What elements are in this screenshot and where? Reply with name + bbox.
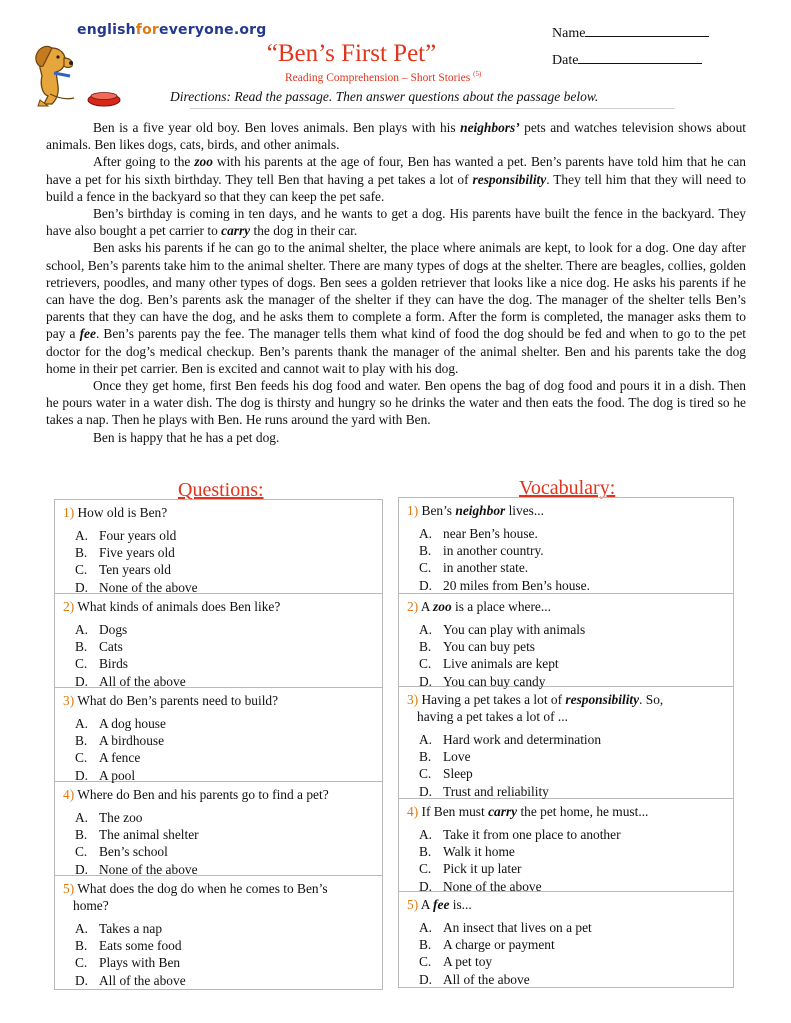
- answer-option[interactable]: [419, 525, 725, 542]
- option-text: Take it from one place to another: [443, 827, 621, 842]
- option-text: Pick it up later: [443, 861, 522, 877]
- worksheet-title: “Ben’s First Pet”: [266, 40, 437, 67]
- passage-paragraph: [46, 153, 746, 205]
- text-run: the dog in their car.: [250, 223, 358, 239]
- vocabulary-keyword: neighbors’: [460, 120, 520, 135]
- answer-option[interactable]: [419, 936, 725, 953]
- vocabulary-question-item: [399, 687, 733, 799]
- question-number: 4): [63, 787, 78, 802]
- vocabulary-question-item: [399, 892, 733, 987]
- answer-options: [63, 715, 374, 784]
- option-letter: C.: [419, 954, 432, 970]
- option-text: All of the above: [443, 971, 530, 987]
- option-letter: D.: [75, 673, 89, 689]
- answer-options: [63, 621, 374, 690]
- vocabulary-question-stem: [407, 896, 725, 913]
- option-letter: C.: [75, 562, 88, 578]
- answer-option[interactable]: [419, 621, 725, 638]
- text-run: the pet home, he must...: [517, 804, 649, 819]
- option-text: Eats some food: [99, 938, 182, 954]
- option-text: Birds: [99, 656, 129, 672]
- vocabulary-question-number: 3): [407, 692, 422, 707]
- answer-option[interactable]: [75, 715, 374, 732]
- answer-options: [63, 809, 374, 878]
- option-text: A pet toy: [443, 954, 493, 970]
- text-run: Once they get home, first Ben feeds his dog food and water. Ben opens the bag of dog food and pours it in a dish. Then he pours water in a water dish. The dog is thirsty and hungry so he drinks the water and then eats the food. The dog is tired so he takes a nap. Then he plays with Ben. He runs around the yard with Ben.: [46, 378, 746, 428]
- vocabulary-question-number: 4): [407, 804, 422, 819]
- option-text: Love: [443, 749, 471, 765]
- option-text: Four years old: [99, 528, 177, 543]
- vocabulary-keyword: neighbor: [455, 503, 506, 518]
- text-run: A: [420, 599, 434, 614]
- answer-option[interactable]: [75, 621, 374, 638]
- vocabulary-question-item: [399, 799, 733, 892]
- text-run: lives...: [505, 503, 544, 518]
- passage-paragraph: [46, 429, 746, 446]
- option-text: You can buy pets: [443, 639, 536, 655]
- option-letter: A.: [75, 716, 89, 731]
- option-letter: A.: [75, 622, 89, 637]
- option-letter: B.: [75, 938, 88, 954]
- text-run: . Ben’s parents pay the fee. The manager tells them what kind of food the dog should be fed and when to go to the pet doctor for the dog’s medical checkup. Ben’s parents thank the manager of the animal shelter. Ben and his parents take the dog home in their pet carrier. Ben is excited and cannot wait to play with his dog.: [46, 326, 746, 376]
- text-run: If Ben must: [421, 804, 489, 819]
- answer-option[interactable]: [419, 655, 725, 672]
- option-letter: D.: [75, 579, 89, 595]
- option-text: None of the above: [443, 878, 542, 894]
- option-letter: B.: [419, 749, 432, 765]
- answer-options: [407, 919, 725, 988]
- question-item: [55, 594, 382, 688]
- answer-option[interactable]: [419, 843, 725, 860]
- option-text: A charge or payment: [443, 937, 555, 953]
- answer-option[interactable]: [75, 732, 374, 749]
- answer-option[interactable]: [75, 826, 374, 843]
- answer-option[interactable]: [75, 638, 374, 655]
- text-run: Where do Ben and his parents go to find a pet?: [77, 787, 329, 802]
- divider: [190, 108, 675, 109]
- reading-passage: [46, 119, 746, 446]
- option-text: Ten years old: [99, 562, 171, 578]
- option-letter: A.: [75, 528, 89, 543]
- answer-option[interactable]: [75, 937, 374, 954]
- text-run: Having a pet takes a lot of: [421, 692, 566, 707]
- option-letter: D.: [75, 767, 89, 783]
- text-run: A: [420, 897, 434, 912]
- text-run: Ben is a five year old boy. Ben loves animals. Ben plays with his: [93, 120, 461, 135]
- option-letter: D.: [419, 783, 433, 799]
- vocabulary-question-number: 5): [407, 897, 421, 912]
- option-letter: C.: [75, 656, 88, 672]
- answer-option[interactable]: [75, 843, 374, 860]
- text-run: What kinds of animals does Ben like?: [77, 599, 281, 614]
- vocabulary-keyword: responsibility: [472, 171, 547, 187]
- name-field[interactable]: Name: [552, 24, 709, 42]
- answer-option[interactable]: [75, 527, 374, 544]
- option-text: The zoo: [99, 810, 143, 825]
- vocabulary-keyword: fee: [79, 326, 96, 342]
- answer-option[interactable]: [419, 638, 725, 655]
- option-letter: A.: [419, 526, 433, 541]
- option-letter: B.: [419, 937, 432, 953]
- text-run: Ben asks his parents if he can go to the animal shelter, the place where animals are kept, to look for a dog. One day after school, Ben’s parents take him to the animal shelter. There are many types of dogs at the shelter. There are beagles, collies, golden retrievers, poodles, and many other types of dogs. Ben sees a golden retriever that looks like a nice dog. He asks his parents if he can have the dog. Ben’s parents ask the manager of the shelter if they can have the dog. The manager of the shelter tells Ben’s parents that they can have the dog, and he asks them to complete a form. After the form is completed, the manager asks them to pay a: [46, 240, 746, 342]
- option-letter: B.: [419, 844, 432, 860]
- answer-option[interactable]: [419, 860, 725, 877]
- passage-paragraph: [46, 239, 746, 377]
- option-text: Hard work and determination: [443, 732, 602, 747]
- site-logo-text: englishforeveryone.org: [77, 22, 267, 38]
- questions-heading: Questions:: [178, 479, 264, 501]
- vocabulary-keyword: responsibility: [565, 692, 640, 707]
- answer-option[interactable]: [419, 731, 725, 748]
- directions: Directions: Read the passage. Then answer questions about the passage below.: [170, 89, 599, 104]
- answer-option[interactable]: [75, 544, 374, 561]
- option-letter: A.: [419, 732, 433, 747]
- question-item: [55, 500, 382, 594]
- option-letter: B.: [75, 733, 88, 749]
- option-text: in another country.: [443, 543, 544, 559]
- option-text: All of the above: [99, 972, 186, 988]
- option-letter: C.: [419, 766, 432, 782]
- name-blank[interactable]: [585, 24, 709, 37]
- answer-option[interactable]: [419, 577, 725, 594]
- question-item: [55, 782, 382, 876]
- worksheet-subtitle: Reading Comprehension – Short Stories $^{(5)}$: [285, 70, 482, 84]
- text-run: . They tell him that they will need to build a fence in the backyard so that they can keep the pet safe.: [46, 171, 746, 204]
- answer-option[interactable]: [75, 809, 374, 826]
- option-letter: C.: [75, 844, 88, 860]
- vocabulary-question-stem-continued: having a pet takes a lot of ...: [417, 709, 568, 724]
- answer-options: [63, 920, 374, 989]
- question-stem: [63, 692, 374, 709]
- vocabulary-panel: [398, 497, 734, 988]
- question-number: 2): [63, 599, 78, 614]
- text-run: After going to the: [93, 154, 195, 170]
- question-item: [55, 688, 382, 782]
- question-stem: [63, 880, 374, 914]
- option-text: Ben’s school: [99, 844, 168, 860]
- option-letter: B.: [419, 639, 432, 655]
- option-text: The animal shelter: [99, 827, 199, 843]
- option-letter: D.: [419, 878, 433, 894]
- answer-options: [407, 826, 725, 895]
- text-run: How old is Ben?: [77, 505, 168, 520]
- option-letter: B.: [75, 545, 88, 561]
- text-run: . So,: [639, 692, 664, 707]
- answer-option[interactable]: [75, 655, 374, 672]
- option-letter: D.: [419, 673, 433, 689]
- vocabulary-question-item: [399, 498, 733, 594]
- passage-paragraph: [46, 205, 746, 239]
- option-text: Cats: [99, 639, 123, 655]
- option-letter: C.: [419, 861, 432, 877]
- vocabulary-keyword: carry: [488, 804, 518, 819]
- option-letter: B.: [75, 639, 88, 655]
- option-letter: D.: [419, 971, 433, 987]
- option-text: You can play with animals: [443, 622, 586, 637]
- question-number: 1): [63, 505, 78, 520]
- option-text: Walk it home: [443, 844, 515, 860]
- option-text: near Ben’s house.: [443, 526, 538, 541]
- answer-option[interactable]: [75, 954, 374, 971]
- vocabulary-question-item: [399, 594, 733, 687]
- text-run: Ben is happy that he has a pet dog.: [93, 429, 280, 445]
- answer-option[interactable]: [419, 783, 725, 800]
- option-text: You can buy candy: [443, 673, 546, 689]
- questions-panel: [54, 499, 383, 990]
- answer-option[interactable]: [419, 971, 725, 988]
- option-letter: C.: [75, 750, 88, 766]
- option-text: in another state.: [443, 560, 529, 576]
- option-text: None of the above: [99, 861, 198, 877]
- option-text: None of the above: [99, 579, 198, 595]
- option-text: Trust and reliability: [443, 783, 549, 799]
- vocabulary-question-stem: [407, 598, 725, 615]
- option-text: An insect that lives on a pet: [443, 920, 592, 935]
- text-run: What do Ben’s parents need to build?: [77, 693, 279, 708]
- option-letter: D.: [75, 861, 89, 877]
- text-run: What does the dog do when he comes to Ben’s: [77, 881, 328, 896]
- answer-options: [407, 525, 725, 594]
- option-text: A birdhouse: [99, 733, 165, 749]
- vocabulary-keyword: zoo: [194, 154, 213, 170]
- option-letter: B.: [419, 543, 432, 559]
- option-text: Plays with Ben: [99, 955, 181, 971]
- vocabulary-question-stem: [407, 691, 725, 725]
- vocabulary-keyword: zoo: [433, 599, 452, 614]
- answer-option[interactable]: [419, 919, 725, 936]
- option-letter: A.: [75, 921, 89, 936]
- option-letter: A.: [419, 827, 433, 842]
- answer-option[interactable]: [75, 561, 374, 578]
- answer-options: [407, 731, 725, 800]
- text-run: pets and watches television shows about animals. Ben likes dogs, cats, birds, and other animals.: [46, 120, 746, 153]
- answer-option[interactable]: [75, 749, 374, 766]
- option-letter: C.: [419, 656, 432, 672]
- answer-option[interactable]: [419, 826, 725, 843]
- text-run: is a place where...: [451, 599, 551, 614]
- answer-option[interactable]: [75, 972, 374, 989]
- vocabulary-keyword: carry: [221, 223, 251, 239]
- question-stem: [63, 504, 374, 521]
- vocabulary-question-stem: [407, 502, 725, 519]
- answer-option[interactable]: [419, 559, 725, 576]
- vocabulary-question-number: 1): [407, 503, 422, 518]
- option-letter: C.: [75, 955, 88, 971]
- option-letter: C.: [419, 560, 432, 576]
- answer-option[interactable]: [419, 765, 725, 782]
- answer-option[interactable]: [419, 748, 725, 765]
- option-text: All of the above: [99, 673, 186, 689]
- vocabulary-question-number: 2): [407, 599, 421, 614]
- option-letter: A.: [419, 920, 433, 935]
- option-letter: D.: [75, 972, 89, 988]
- answer-options: [407, 621, 725, 690]
- option-text: Takes a nap: [99, 921, 163, 936]
- question-item: [55, 876, 382, 989]
- question-stem-continued: home?: [73, 898, 109, 913]
- answer-options: [63, 527, 374, 596]
- option-letter: B.: [75, 827, 88, 843]
- option-text: 20 miles from Ben’s house.: [443, 577, 590, 593]
- passage-paragraph: [46, 119, 746, 153]
- answer-option[interactable]: [75, 920, 374, 937]
- question-number: 3): [63, 693, 78, 708]
- option-text: A fence: [99, 750, 141, 766]
- vocabulary-question-stem: [407, 803, 725, 820]
- date-field[interactable]: Date: [552, 51, 702, 69]
- text-run: Ben’s birthday is coming in ten days, and he wants to get a dog. His parents have built the fence in the backyard. They have also bought a pet carrier to: [46, 206, 746, 239]
- text-run: Ben’s: [421, 503, 456, 518]
- question-stem: [63, 786, 374, 803]
- text-run: is...: [449, 897, 472, 912]
- option-text: Sleep: [443, 766, 473, 782]
- text-run: with his parents at the age of four, Ben has wanted a pet. Ben’s parents have told him that he can have a pet for his sixth birthday. They tell Ben that having a pet takes a lot of: [46, 154, 746, 187]
- date-blank[interactable]: [578, 51, 702, 64]
- option-letter: A.: [419, 622, 433, 637]
- question-stem: [63, 598, 374, 615]
- answer-option[interactable]: [419, 542, 725, 559]
- option-letter: D.: [419, 577, 433, 593]
- option-text: Five years old: [99, 545, 175, 561]
- option-text: Dogs: [99, 622, 128, 637]
- answer-option[interactable]: [419, 953, 725, 970]
- option-text: A pool: [99, 767, 136, 783]
- option-text: A dog house: [99, 716, 166, 731]
- option-text: Live animals are kept: [443, 656, 559, 672]
- passage-paragraph: [46, 377, 746, 429]
- question-number: 5): [63, 881, 78, 896]
- option-letter: A.: [75, 810, 89, 825]
- vocabulary-heading: Vocabulary:: [519, 477, 616, 499]
- vocabulary-keyword: fee: [433, 897, 450, 912]
